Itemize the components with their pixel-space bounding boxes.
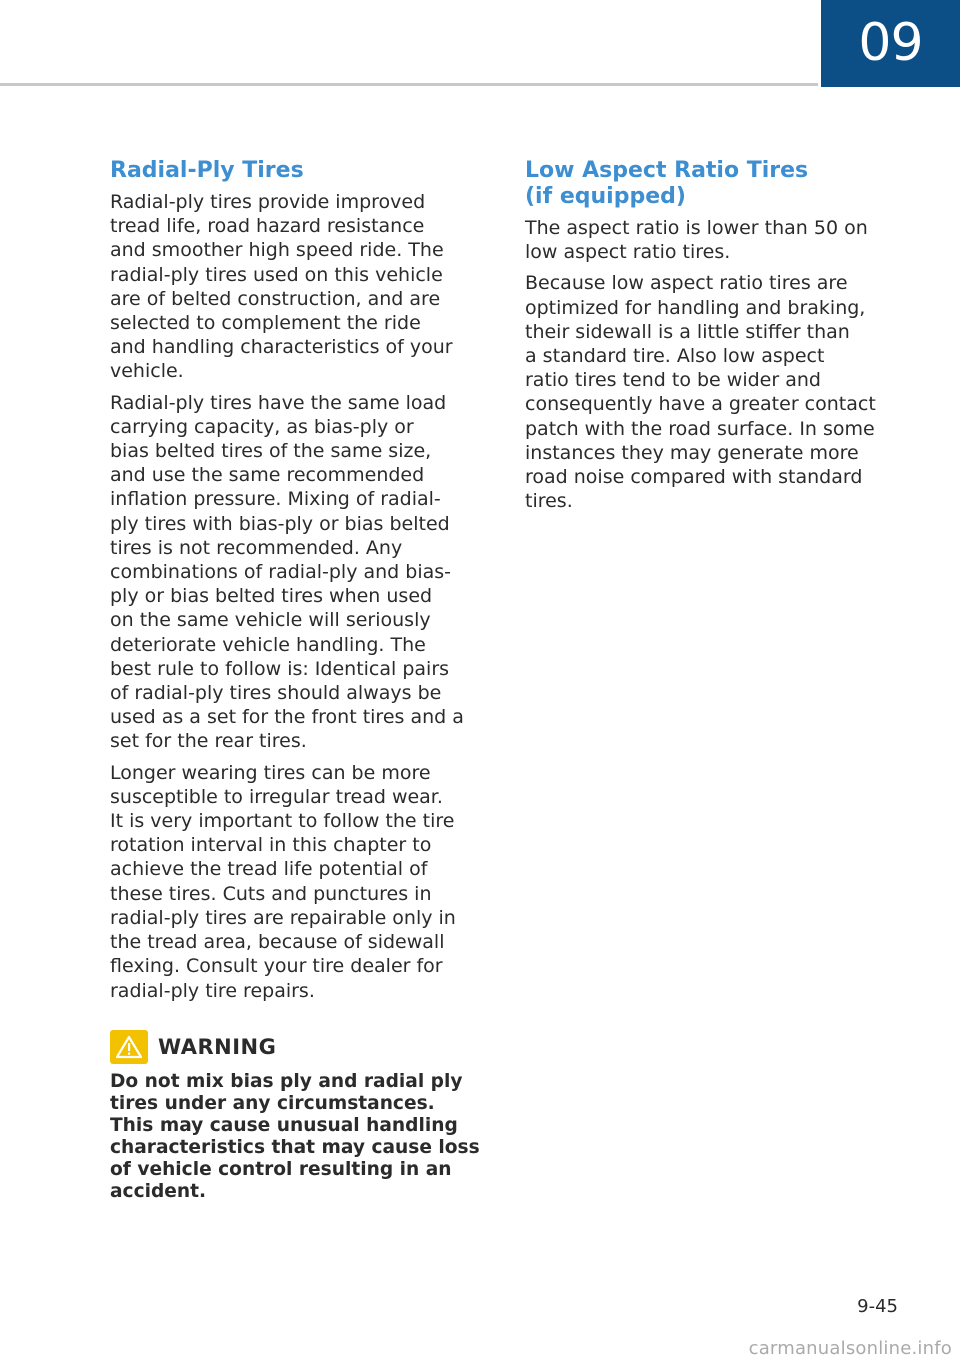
header-rule xyxy=(0,83,818,86)
warning-text: Do not mix bias ply and radial ply tires under any circumstances. This may cause unusual handling characteristics that may cause loss of vehicle control resulting in an accident. xyxy=(110,1070,480,1202)
right-column xyxy=(525,158,905,520)
left-column xyxy=(110,158,482,1203)
paragraph: Because low aspect ratio tires are optimized for handling and braking, their sidewall is a little stiffer than a standard tire. Also low aspect ratio tires tend to be wider and consequently have a greater contact patch with the road surface. In some instances they may generate more road noise compared with standard tires. xyxy=(525,272,876,513)
warning-triangle-icon xyxy=(110,1030,148,1064)
watermark: carmanualsonline.info xyxy=(748,1338,952,1359)
paragraph: Longer wearing tires can be more susceptible to irregular tread wear. It is very important to follow the tire rotation interval in this chapter to achieve the tread life potential of these tires. Cuts and punctures in radial-ply tires are repairable only in the tread area, because of sidewall flexing. Consult your tire dealer for radial-ply tire repairs. xyxy=(110,761,456,1002)
paragraph: Radial-ply tires have the same load carrying capacity, as bias-ply or bias belted tires of the same size, and use the same recommended inflation pressure. Mixing of radial- ply tires with bias-ply or bias belted tires is not recommended. Any combinations of radial-ply and bias- ply or bias belted tires when used on the same vehicle will seriously deteriorate vehicle handling. The best rule to follow is: Identical pairs of radial-ply tires should always be used as a set for the front tires and a set for the rear tires. xyxy=(110,391,464,753)
warning-box xyxy=(110,1029,482,1203)
low-aspect-ratio-tires-heading xyxy=(525,158,905,210)
radial-ply-tires-heading: Radial-Ply Tires xyxy=(110,158,304,183)
heading-line: (if equipped) xyxy=(525,184,686,209)
chapter-tab: 09 xyxy=(821,0,960,87)
warning-title: WARNING xyxy=(158,1034,277,1059)
page-number: 9-45 xyxy=(857,1296,898,1317)
paragraph: The aspect ratio is lower than 50 on low aspect ratio tires. xyxy=(525,217,868,264)
heading-line: Low Aspect Ratio Tires xyxy=(525,158,809,183)
warning-header xyxy=(110,1029,482,1065)
paragraph: Radial-ply tires provide improved tread life, road hazard resistance and smoother high speed ride. The radial-ply tires used on this vehicle are of belted construction, and are selected to complement the ride and handling characteristics of your vehicle. xyxy=(110,191,453,383)
